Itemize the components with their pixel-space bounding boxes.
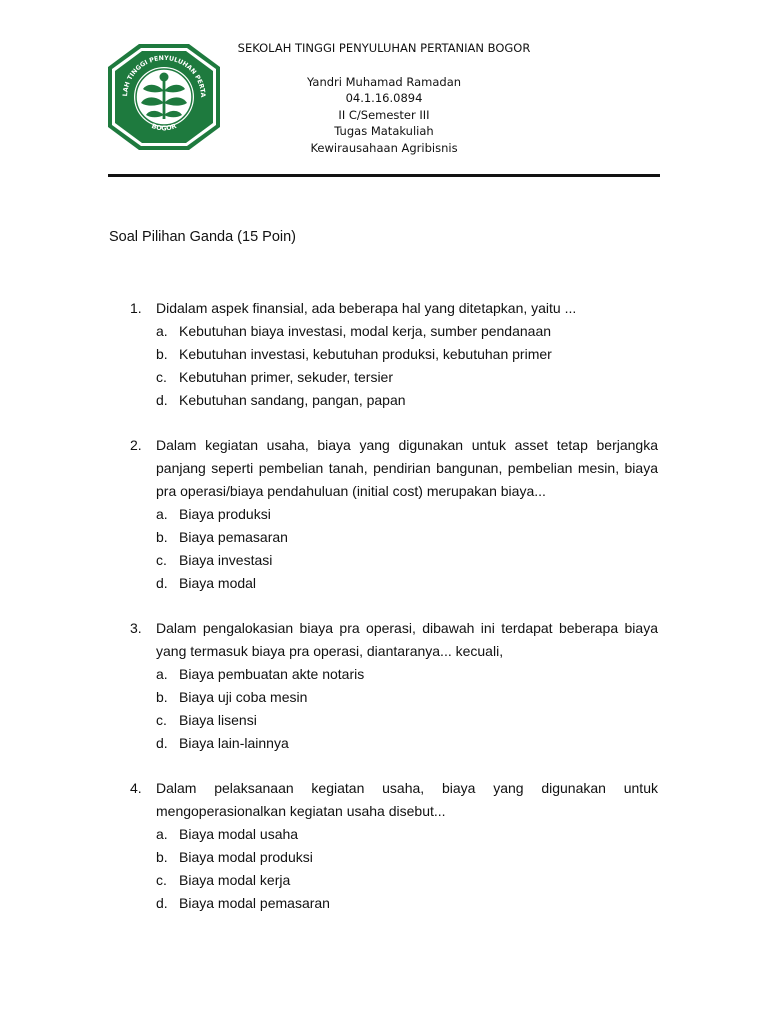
question-number: 2. xyxy=(130,437,142,453)
option-letter: d. xyxy=(156,392,168,408)
option-item xyxy=(156,389,658,412)
option-item xyxy=(156,846,658,869)
option-text: Biaya modal xyxy=(179,575,257,591)
student-name: Yandri Muhamad Ramadan xyxy=(306,74,462,89)
option-item xyxy=(156,320,658,343)
question-row xyxy=(130,434,658,503)
option-letter: c. xyxy=(156,552,167,568)
option-item xyxy=(156,366,658,389)
question-text: Dalam kegiatan usaha, biaya yang digunakan untuk asset tetap berjangka panjang seperti pembelian tanah, pendirian bangunan, pembelian mesin, biaya pra operasi/biaya pendahuluan (initial cost) merupakan biaya... xyxy=(156,437,658,499)
option-letter: d. xyxy=(156,735,168,751)
option-list xyxy=(130,823,658,915)
question-text: Dalam pengalokasian biaya pra operasi, dibawah ini terdapat beberapa biaya yang termasuk biaya pra operasi, diantaranya... kecuali, xyxy=(156,620,658,659)
option-text: Biaya pemasaran xyxy=(179,529,288,545)
question-item xyxy=(130,777,658,915)
option-list xyxy=(130,320,658,412)
option-list xyxy=(130,663,658,755)
option-text: Kebutuhan primer, sekuder, tersier xyxy=(179,369,394,385)
option-text: Biaya modal pemasaran xyxy=(179,895,330,911)
option-item xyxy=(156,663,658,686)
option-text: Kebutuhan sandang, pangan, papan xyxy=(179,392,406,408)
class-semester: II C/Semester III xyxy=(338,107,430,122)
option-text: Biaya lain-lainnya xyxy=(179,735,289,751)
option-text: Biaya lisensi xyxy=(179,712,257,728)
option-letter: c. xyxy=(156,712,167,728)
option-text: Biaya investasi xyxy=(179,552,273,568)
option-letter: a. xyxy=(156,666,168,682)
option-text: Biaya pembuatan akte notaris xyxy=(179,666,365,682)
student-id: 04.1.16.0894 xyxy=(345,91,423,105)
section-title: Soal Pilihan Ganda (15 Poin) xyxy=(109,229,297,245)
option-letter: b. xyxy=(156,529,168,545)
question-list xyxy=(130,297,658,937)
option-item xyxy=(156,549,658,572)
option-letter: b. xyxy=(156,849,168,865)
option-item xyxy=(156,526,658,549)
option-letter: a. xyxy=(156,323,168,339)
option-text: Kebutuhan investasi, kebutuhan produksi, kebutuhan primer xyxy=(179,346,552,362)
option-letter: a. xyxy=(156,506,168,522)
option-item xyxy=(156,572,658,595)
option-letter: d. xyxy=(156,575,168,591)
option-text: Biaya uji coba mesin xyxy=(179,689,308,705)
option-item xyxy=(156,343,658,366)
question-row xyxy=(130,617,658,663)
option-text: Biaya modal produksi xyxy=(179,849,313,865)
option-text: Biaya modal usaha xyxy=(179,826,299,842)
assignment-label: Tugas Matakuliah xyxy=(334,124,434,138)
option-item xyxy=(156,892,658,915)
option-item xyxy=(156,503,658,526)
question-item xyxy=(130,617,658,755)
document-header xyxy=(234,40,534,156)
option-letter: c. xyxy=(156,872,167,888)
logo-ring-text: LAH TINGGI PENYULUHAN PERTA xyxy=(121,54,207,98)
option-text: Biaya modal kerja xyxy=(179,872,291,888)
question-item xyxy=(130,297,658,412)
question-item xyxy=(130,434,658,595)
logo-bottom-text: BOGOR xyxy=(150,122,178,133)
option-item xyxy=(156,686,658,709)
question-number: 4. xyxy=(130,780,142,796)
option-letter: b. xyxy=(156,346,168,362)
option-item xyxy=(156,709,658,732)
option-list xyxy=(130,503,658,595)
question-row xyxy=(130,777,658,823)
option-letter: a. xyxy=(156,826,168,842)
question-number: 3. xyxy=(130,620,142,636)
option-letter: d. xyxy=(156,895,168,911)
option-item xyxy=(156,823,658,846)
header-divider xyxy=(108,174,660,177)
question-text: Dalam pelaksanaan kegiatan usaha, biaya yang digunakan untuk mengoperasionalkan kegiatan usaha disebut... xyxy=(156,780,658,819)
question-row xyxy=(130,297,658,320)
question-text: Didalam aspek finansial, ada beberapa hal yang ditetapkan, yaitu ... xyxy=(156,300,577,316)
option-text: Kebutuhan biaya investasi, modal kerja, sumber pendanaan xyxy=(179,323,552,339)
option-letter: b. xyxy=(156,689,168,705)
option-letter: c. xyxy=(156,369,167,385)
option-item xyxy=(156,869,658,892)
option-item xyxy=(156,732,658,755)
option-text: Biaya produksi xyxy=(179,506,271,522)
question-number: 1. xyxy=(130,300,142,316)
school-logo xyxy=(107,43,221,151)
course-name: Kewirausahaan Agribisnis xyxy=(310,140,458,155)
school-name: SEKOLAH TINGGI PENYULUHAN PERTANIAN BOGOR xyxy=(237,41,531,55)
